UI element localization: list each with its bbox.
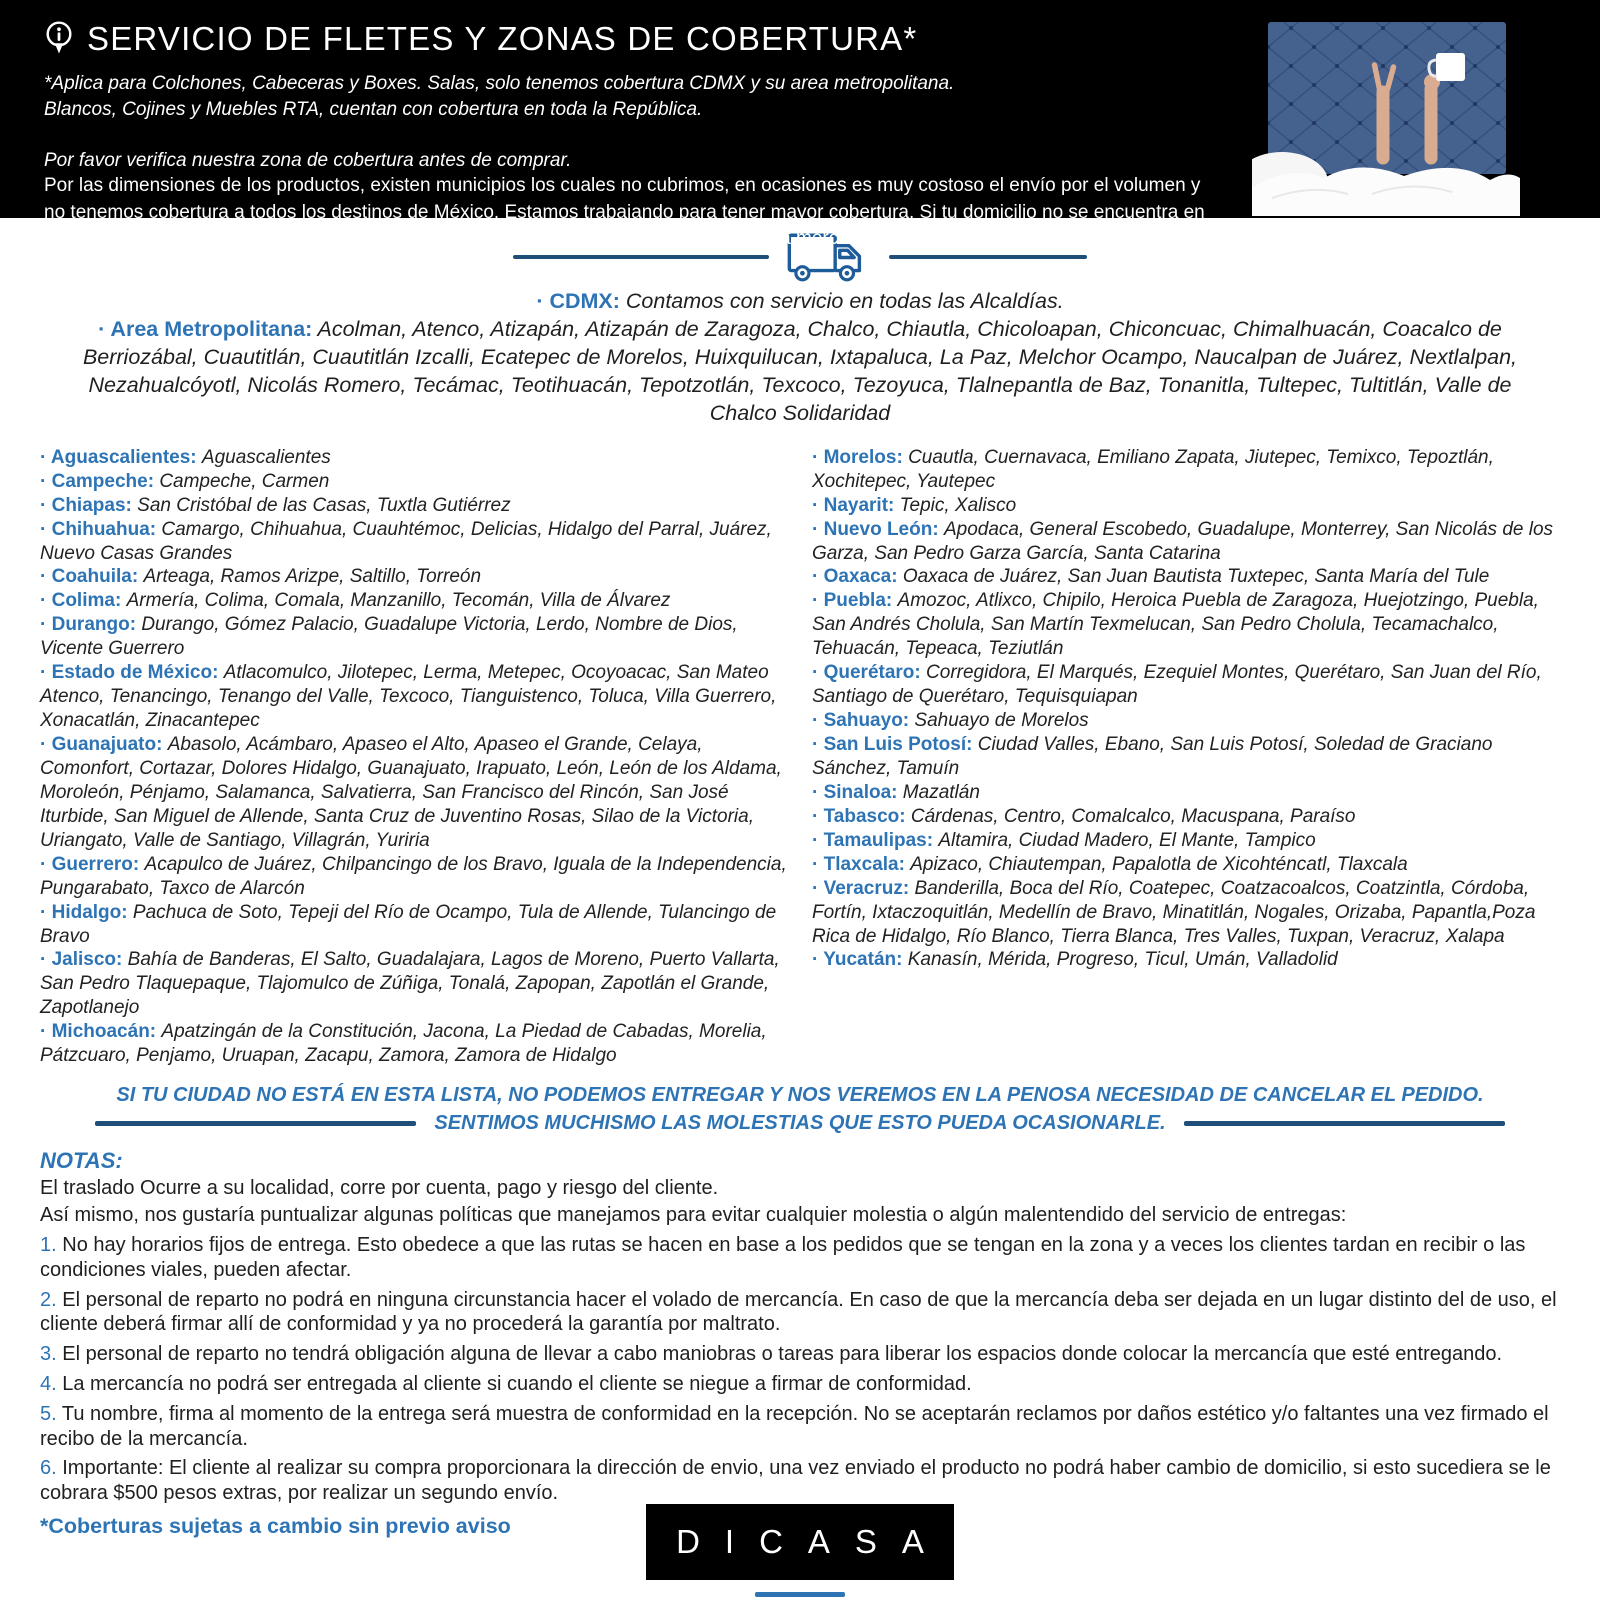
note-text: El personal de reparto no podrá en ninguna circunstancia hacer el volado de mercancía. En caso de que la mercancía deba ser dejada en un lugar distinto del de uso, el cliente deberá firmar allí de conformidad y ya no procederá la garantía por maltrato.	[40, 1288, 1557, 1336]
state-name: · Sahuayo:	[812, 710, 910, 732]
state-cities: Mazatlán	[902, 781, 980, 803]
state-coverage-entry	[812, 853, 1560, 877]
note-text: No hay horarios fijos de entrega. Esto obedece a que las rutas se hacen en base a los pedidos que se tengan en la zona y a veces los clientes tardan en recibir o las condiciones viales, pueden afectar.	[40, 1233, 1526, 1281]
note-number: 4.	[40, 1372, 57, 1395]
notes-section	[0, 1147, 1600, 1539]
metro-coverage-paragraph	[53, 316, 1548, 428]
state-coverage-entry	[40, 901, 788, 949]
state-coverage-entry	[812, 589, 1560, 661]
state-name: · Morelos:	[812, 446, 903, 468]
state-cities: Aguascalientes	[201, 446, 331, 468]
notes-intro-1: El traslado Ocurre a su localidad, corre por cuenta, pago y riesgo del cliente.	[40, 1177, 719, 1200]
note-item	[40, 1342, 1560, 1367]
notes-heading: NOTAS:	[40, 1148, 123, 1174]
state-coverage-entry	[40, 470, 788, 494]
state-name: · Hidalgo:	[40, 901, 128, 923]
cdmx-label: · CDMX:	[536, 289, 620, 313]
dicasa-logo-text: DICASA	[676, 1523, 949, 1560]
state-coverage-entry	[40, 446, 788, 470]
state-name: · Colima:	[40, 590, 122, 612]
state-cities: Campeche, Carmen	[159, 470, 330, 492]
state-name: · Chiapas:	[40, 494, 132, 516]
state-name: · Tlaxcala:	[812, 853, 905, 875]
state-cities: Sahuayo de Morelos	[914, 710, 1089, 732]
warning-line2-row	[95, 1112, 1505, 1135]
state-name: · Oaxaca:	[812, 566, 898, 588]
bed-photo	[1252, 16, 1520, 216]
state-name: · Guerrero:	[40, 853, 140, 875]
state-cities: Altamira, Ciudad Madero, El Mante, Tampico	[938, 829, 1316, 851]
metro-label: · Area Metropolitana:	[98, 317, 313, 341]
warning-bold-1: SI TU CIUDAD NO ESTÁ EN ESTA LISTA,	[116, 1084, 503, 1107]
state-name: · Nayarit:	[812, 494, 895, 516]
warning-banner	[0, 1084, 1600, 1135]
page-title: SERVICIO DE FLETES Y ZONAS DE COBERTURA*	[87, 20, 918, 57]
warning-bold-2: CANCELAR EL PEDIDO.	[1252, 1084, 1484, 1107]
state-coverage-entry	[40, 1020, 788, 1068]
note-item	[40, 1456, 1560, 1506]
state-cities: Apizaco, Chiautempan, Papalotla de Xicohténcatl, Tlaxcala	[910, 853, 1408, 875]
state-coverage-entry	[812, 805, 1560, 829]
state-coverage-entry	[812, 446, 1560, 494]
note-text: La mercancía no podrá ser entregada al cliente si cuando el cliente se niegue a firmar de conformidad.	[62, 1372, 972, 1395]
header-verify-line: Por favor verifica nuestra zona de cobertura antes de comprar.	[44, 150, 572, 172]
note-text: El personal de reparto no tendrá obligación alguna de llevar a cabo maniobras o tareas para liberar los espacios donde colocar la mercancía que esté entregando.	[62, 1343, 1503, 1366]
state-cities: Oaxaca de Juárez, San Juan Bautista Tuxtepec, Santa María del Tule	[902, 566, 1490, 588]
warning-line2: SENTIMOS MUCHISMO LAS MOLESTIAS QUE ESTO PUEDA OCASIONARLE.	[434, 1112, 1166, 1135]
state-coverage-entry	[812, 781, 1560, 805]
state-name: · Tabasco:	[812, 805, 906, 827]
state-coverage-entry	[812, 661, 1560, 709]
state-name: · Aguascalientes:	[40, 446, 197, 468]
state-name: · Veracruz:	[812, 877, 910, 899]
state-cities: Kanasín, Mérida, Progreso, Ticul, Umán, Valladolid	[907, 949, 1338, 971]
notes-list	[40, 1233, 1560, 1506]
state-coverage-entry	[40, 589, 788, 613]
state-coverage-entry	[40, 733, 788, 853]
state-cities: Tepic, Xalisco	[899, 494, 1017, 516]
state-cities: Bahía de Banderas, El Salto, Guadalajara, Lagos de Moreno, Puerto Vallarta, San Pedro Tlaquepaque, Tlajomulco de Zúñiga, Tonalá, Zapopan, Zapotlán el Grande, Zapotlanejo	[40, 949, 780, 1019]
state-cities: Atlacomulco, Jilotepec, Lerma, Metepec, Ocoyoacac, San Mateo Atenco, Tenancingo, Tenango del Valle, Texcoco, Tianguistenco, Toluca, Villa Guerrero, Xonacatlán, Zinacantepec	[40, 662, 777, 732]
state-coverage-entry	[40, 494, 788, 518]
warning-line1	[80, 1084, 1520, 1107]
divider-line-left	[513, 255, 769, 260]
state-coverage-entry	[812, 518, 1560, 566]
state-name: · Estado de México:	[40, 662, 219, 684]
state-cities: Apodaca, General Escobedo, Guadalupe, Monterrey, San Nicolás de los Garza, San Pedro Garza García, Santa Catarina	[812, 518, 1554, 564]
note-item	[40, 1288, 1560, 1338]
state-cities: Banderilla, Boca del Río, Coatepec, Coatzacoalcos, Coatzintla, Córdoba, Fortín, Ixtaczoquitlán, Medellín de Bravo, Minatitlán, Nogales, Orizaba, Papantla,Poza Rica de Hidalgo, Río Blanco, Tierra Blanca, Tres Valles, Tuxpan, Veracruz, Xalapa	[812, 877, 1536, 947]
note-number: 6.	[40, 1457, 57, 1480]
note-item	[40, 1233, 1560, 1283]
state-cities: Ciudad Valles, Ebano, San Luis Potosí, Soledad de Graciano Sánchez, Tamuín	[812, 734, 1493, 779]
cdmx-coverage-line	[0, 289, 1600, 314]
note-number: 1.	[40, 1233, 57, 1256]
coverage-disclaimer: *Coberturas sujetas a cambio sin previo aviso	[40, 1513, 511, 1538]
state-cities: Amozoc, Atlixco, Chipilo, Heroica Puebla de Zaragoza, Huejotzingo, Puebla, San Andrés Cholula, San Martín Texmelucan, San Pedro Cholula, Tecamachalco, Tehuacán, Tepeaca, Teziutlán	[812, 590, 1539, 660]
state-name: · Chihuahua:	[40, 518, 157, 540]
metro-text: Acolman, Atenco, Atizapán, Atizapán de Zaragoza, Chalco, Chiautla, Chicoloapan, Chiconcuac, Chimalhuacán, Coacalco de Berriozábal, Cuautitlán, Cuautitlán Izcalli, Ecatepec de Morelos, Huixquilucan, Ixtapaluca, La Paz, Melchor Ocampo, Naucalpan de Juárez, Nextlalpan, Nezahualcóyotl, Nicolás Romero, Tecámac, Teotihuacán, Tepotzotlán, Texcoco, Tezoyuca, Tlalnepantla de Baz, Tonanitla, Tultepec, Tultitlán, Valle de Chalco Solidaridad	[82, 317, 1518, 425]
state-coverage-entry	[40, 613, 788, 661]
state-cities: Arteaga, Ramos Arizpe, Saltillo, Torreón	[143, 566, 482, 588]
state-cities: San Cristóbal de las Casas, Tuxtla Gutiérrez	[137, 494, 511, 516]
state-name: · Nuevo León:	[812, 518, 939, 540]
state-coverage-entry	[40, 853, 788, 901]
location-info-pin-icon	[44, 20, 74, 58]
state-coverage-entry	[812, 948, 1560, 972]
divider-line-right	[889, 255, 1087, 260]
state-cities: Corregidora, El Marqués, Ezequiel Montes, Querétaro, San Juan del Río, Santiago de Querétaro, Tequisquiapan	[812, 662, 1542, 708]
state-coverage-entry	[40, 948, 788, 1020]
state-name: · Coahuila:	[40, 566, 139, 588]
header-subtitle-line2: Blancos, Cojines y Muebles RTA, cuentan con cobertura en toda la República.	[44, 99, 703, 121]
states-coverage-section	[0, 446, 1600, 1068]
note-number: 3.	[40, 1343, 57, 1366]
state-coverage-entry	[40, 518, 788, 566]
note-item	[40, 1372, 1560, 1397]
state-coverage-entry	[812, 829, 1560, 853]
warning-line-left	[95, 1121, 416, 1126]
state-name: · Querétaro:	[812, 662, 921, 684]
state-cities: Cuautla, Cuernavaca, Emiliano Zapata, Jiutepec, Temixco, Tepoztlán, Xochitepec, Yautepec	[812, 446, 1494, 492]
note-number: 2.	[40, 1288, 57, 1311]
header-body-text: Por las dimensiones de los productos, existen municipios los cuales no cubrimos, en ocasiones es muy costoso el envío por el volumen y no tenemos cobertura a todos los destinos de México. Estamos trabajando para tener mayor cobertura. Si tu domicilio no se encuentra en la lista, lo podemos llevar a la ciudad más cercana para que de ahí, tú puedas recoger la mercancía. Esto se llama servicio Ocurre.	[44, 175, 1205, 249]
state-cities: Acapulco de Juárez, Chilpancingo de los Bravo, Iguala de la Independencia, Pungarabato, Taxco de Alarcón	[40, 853, 787, 899]
warning-line-right	[1184, 1121, 1505, 1126]
state-coverage-entry	[812, 709, 1560, 733]
state-coverage-entry	[812, 494, 1560, 518]
state-cities: Camargo, Chihuahua, Cuauhtémoc, Delicias, Hidalgo del Parral, Juárez, Nuevo Casas Grandes	[40, 518, 772, 564]
note-text: Importante: El cliente al realizar su compra proporcionara la dirección de envio, una vez enviado el producto no podrá haber cambio de domicilio, si esto sucediera se le cobrara $500 pesos extras, por realizar un segundo envío.	[40, 1457, 1551, 1505]
cdmx-text: Contamos con servicio en todas las Alcaldías.	[619, 289, 1064, 313]
state-coverage-entry	[40, 661, 788, 733]
state-cities: Apatzingán de la Constitución, Jacona, La Piedad de Cabadas, Morelia, Pátzcuaro, Penjamo, Uruapan, Zacapu, Zamora, Zamora de Hidalgo	[40, 1021, 767, 1067]
state-coverage-entry	[812, 877, 1560, 949]
state-name: · Guanajuato:	[40, 734, 163, 755]
state-cities: Cárdenas, Centro, Comalcalco, Macuspana, Paraíso	[910, 805, 1356, 827]
note-text: Tu nombre, firma al momento de la entrega será muestra de conformidad en la recepción. No se aceptarán reclamos por daños estético y/o faltantes una vez firmado el recibo de la mercancía.	[40, 1402, 1549, 1450]
warning-middle: NO PODEMOS ENTREGAR Y NOS VEREMOS EN LA PENOSA NECESIDAD DE	[502, 1084, 1253, 1107]
state-name: · Sinaloa:	[812, 781, 898, 803]
header-subtitle	[44, 71, 1224, 123]
header-subtitle-line1: *Aplica para Colchones, Cabeceras y Boxes. Salas, solo tenemos cobertura CDMX y su area metropolitana.	[44, 73, 955, 94]
note-number: 5.	[40, 1402, 57, 1425]
notes-intro-2: Así mismo, nos gustaría puntualizar algunas políticas que manejamos para evitar cualquier molestia o algún malentendido del servicio de entregas:	[40, 1204, 1347, 1227]
state-cities: Armería, Colima, Comala, Manzanillo, Tecomán, Villa de Álvarez	[126, 590, 671, 612]
states-column-left	[40, 446, 788, 1068]
state-name: · Tamaulipas:	[812, 829, 934, 851]
state-name: · Michoacán:	[40, 1021, 157, 1043]
state-name: · Jalisco:	[40, 949, 123, 971]
state-name: · Durango:	[40, 614, 137, 636]
state-coverage-entry	[812, 565, 1560, 589]
state-coverage-entry	[40, 565, 788, 589]
dicasa-logo	[646, 1504, 954, 1580]
bed-headboard-illustration	[1252, 16, 1520, 216]
state-name: · Yucatán:	[812, 949, 903, 971]
state-name: · San Luis Potosí:	[812, 734, 973, 755]
state-coverage-entry	[812, 733, 1560, 781]
state-name: · Puebla:	[812, 590, 893, 612]
state-name: · Campeche:	[40, 470, 155, 492]
state-cities: Durango, Gómez Palacio, Guadalupe Victoria, Lerdo, Nombre de Dios, Vicente Guerrero	[40, 614, 738, 660]
state-cities: Pachuca de Soto, Tepeji del Río de Ocampo, Tula de Allende, Tulancingo de Bravo	[40, 901, 777, 947]
bottom-accent-line	[755, 1592, 845, 1597]
header	[0, 0, 1600, 249]
states-column-right	[812, 446, 1560, 1068]
state-cities: Abasolo, Acámbaro, Apaseo el Alto, Apaseo el Grande, Celaya, Comonfort, Cortazar, Dolores Hidalgo, Guanajuato, Irapuato, León, León de los Aldama, Moroleón, Pénjamo, Salamanca, Salvatierra, San Francisco del Rincón, San José Iturbide, San Miguel de Allende, Santa Cruz de Juventino Rosas, Silao de la Victoria, Uriangato, Valle de Santiago, Villagrán, Yuriria	[40, 734, 782, 851]
note-item	[40, 1402, 1560, 1452]
